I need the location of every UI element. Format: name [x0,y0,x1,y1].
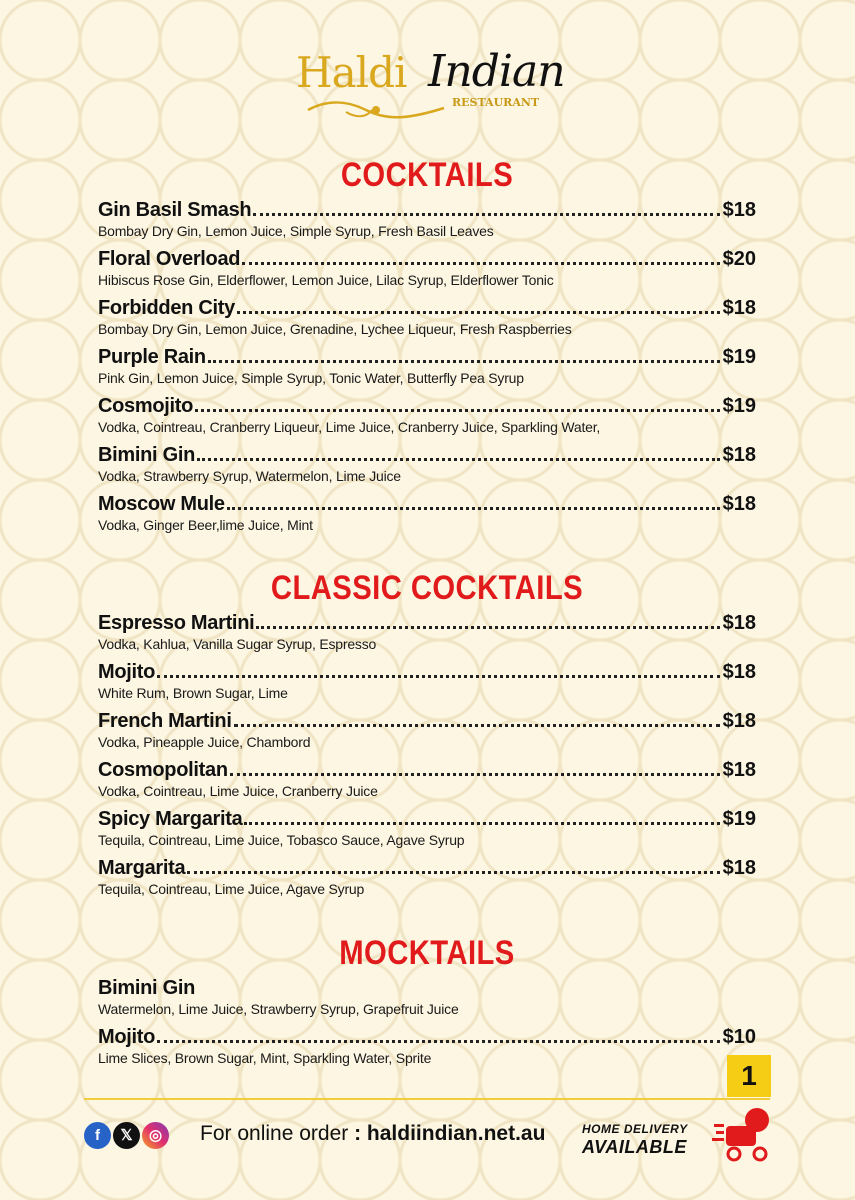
section-classic-cocktails [98,568,756,906]
menu-item-name: Gin Basil Smash [98,199,252,221]
menu-item-description: Lime Slices, Brown Sugar, Mint, Sparkling Water, Sprite [98,1050,432,1066]
menu-item [98,493,756,542]
menu-item-name: Purple Rain [98,346,206,368]
menu-item [98,661,756,710]
menu-item-name: Cosmopolitan [98,759,228,781]
menu-item-price: $18 [722,297,756,319]
menu-item-description: Vodka, Strawberry Syrup, Watermelon, Lime Juice [98,468,401,484]
menu-item-name: Spicy Margarita [98,808,243,830]
menu-item-description: Vodka, Kahlua, Vanilla Sugar Syrup, Espresso [98,636,377,652]
menu-item-name: Espresso Martini [98,612,255,634]
menu-item [98,612,756,661]
menu-item-description: Bombay Dry Gin, Lemon Juice, Simple Syrup, Fresh Basil Leaves [98,223,494,239]
dot-leader [230,773,720,776]
dot-leader [244,822,719,825]
menu-item-row [98,395,756,421]
page-number-badge: 1 [727,1055,771,1097]
delivery-scooter-icon [712,1104,774,1164]
menu-item-price: $18 [722,493,756,515]
dot-leader [208,360,720,363]
menu-item-name: Mojito [98,1026,156,1048]
menu-item-price: $19 [722,808,756,830]
menu-item-price: $18 [722,612,756,634]
menu-item [98,759,756,808]
dot-leader [253,213,719,216]
menu-item [98,297,756,346]
online-order-text [200,1122,545,1146]
menu-item-row [98,710,756,736]
dot-leader [187,871,719,874]
menu-item-description: Hibiscus Rose Gin, Elderflower, Lemon Juice, Lilac Syrup, Elderflower Tonic [98,272,554,288]
menu-item-name: Bimini Gin [98,444,196,466]
menu-item-row [98,759,756,785]
menu-item-name: Bimini Gin [98,977,196,999]
menu-item-row [98,977,756,1003]
menu-item-row [98,199,756,225]
menu-item-price: $10 [722,1026,756,1048]
logo-flourish-icon [306,98,446,120]
menu-item-description: White Rum, Brown Sugar, Lime [98,685,288,701]
menu-item-name: French Martini [98,710,232,732]
section-title: MOCKTAILS [339,934,515,972]
menu-item [98,977,756,1026]
online-order-separator: : [348,1122,367,1145]
delivery-line2: AVAILABLE [582,1137,687,1157]
menu-item-row [98,346,756,372]
menu-item-row [98,444,756,470]
dot-leader [197,458,720,461]
menu-item-description: Bombay Dry Gin, Lemon Juice, Grenadine, Lychee Liqueur, Fresh Raspberries [98,321,572,337]
menu-item-name: Cosmojito [98,395,194,417]
menu-item [98,248,756,297]
dot-leader [256,626,719,629]
section-cocktails [98,155,756,542]
menu-item-price: $18 [722,710,756,732]
menu-item-price: $19 [722,346,756,368]
section-title: CLASSIC COCKTAILS [270,569,584,607]
menu-item-description: Vodka, Cointreau, Cranberry Liqueur, Lime Juice, Cranberry Juice, Sparkling Water, [98,419,601,435]
logo-haldi: Haldi [296,48,407,97]
menu-item-name: Mojito [98,661,156,683]
facebook-icon[interactable]: f [84,1122,111,1149]
menu-item-price: $18 [722,661,756,683]
section-title: COCKTAILS [340,156,514,194]
menu-item-price: $18 [722,759,756,781]
home-delivery-badge [582,1120,688,1156]
menu-item-row [98,808,756,834]
menu-item-row [98,493,756,519]
menu-item-price: $19 [722,395,756,417]
menu-item-name: Forbidden City [98,297,235,319]
logo-indian: Indian [428,46,565,97]
dot-leader [237,311,720,314]
menu-item [98,346,756,395]
menu-item-description: Watermelon, Lime Juice, Strawberry Syrup, Grapefruit Juice [98,1001,459,1017]
menu-item [98,808,756,857]
menu-item-description: Vodka, Ginger Beer,lime Juice, Mint [98,517,313,533]
menu-item [98,444,756,493]
dot-leader [242,262,719,265]
menu-item-price: $18 [722,199,756,221]
menu-item-price: $18 [722,857,756,879]
menu-item-description: Vodka, Cointreau, Lime Juice, Cranberry Juice [98,783,378,799]
menu-item-row [98,857,756,883]
dot-leader [157,675,720,678]
dot-leader [227,507,720,510]
dot-leader [195,409,720,412]
footer-divider [84,1098,770,1100]
restaurant-logo [0,40,855,130]
menu-item-name: Floral Overload [98,248,241,270]
menu-item-description: Tequila, Cointreau, Lime Juice, Tobasco Sauce, Agave Syrup [98,832,465,848]
menu-item-description: Vodka, Pineapple Juice, Chambord [98,734,311,750]
dot-leader [157,1040,720,1043]
menu-item-row [98,612,756,638]
logo-subtitle: RESTAURANT [452,96,540,109]
menu-item-description: Pink Gin, Lemon Juice, Simple Syrup, Tonic Water, Butterfly Pea Syrup [98,370,524,386]
menu-item-name: Moscow Mule [98,493,225,515]
menu-item-description: Tequila, Cointreau, Lime Juice, Agave Syrup [98,881,365,897]
menu-item-row [98,297,756,323]
online-order-link[interactable]: haldiindian.net.au [366,1122,546,1145]
menu-item-row [98,248,756,274]
menu-item [98,1026,756,1075]
menu-item-price: $20 [722,248,756,270]
menu-item [98,857,756,906]
menu-item-row [98,1026,756,1052]
menu-item-price: $18 [722,444,756,466]
delivery-line1: HOME DELIVERY [582,1122,688,1136]
online-order-label: For online order [200,1122,349,1145]
menu-item-row [98,661,756,687]
menu-item [98,199,756,248]
menu-item-name: Margarita [98,857,186,879]
x-icon[interactable]: 𝕏 [113,1122,140,1149]
menu-item [98,710,756,759]
instagram-icon[interactable]: ◎ [142,1122,169,1149]
menu-item [98,395,756,444]
section-mocktails [98,933,756,1075]
dot-leader [234,724,720,727]
